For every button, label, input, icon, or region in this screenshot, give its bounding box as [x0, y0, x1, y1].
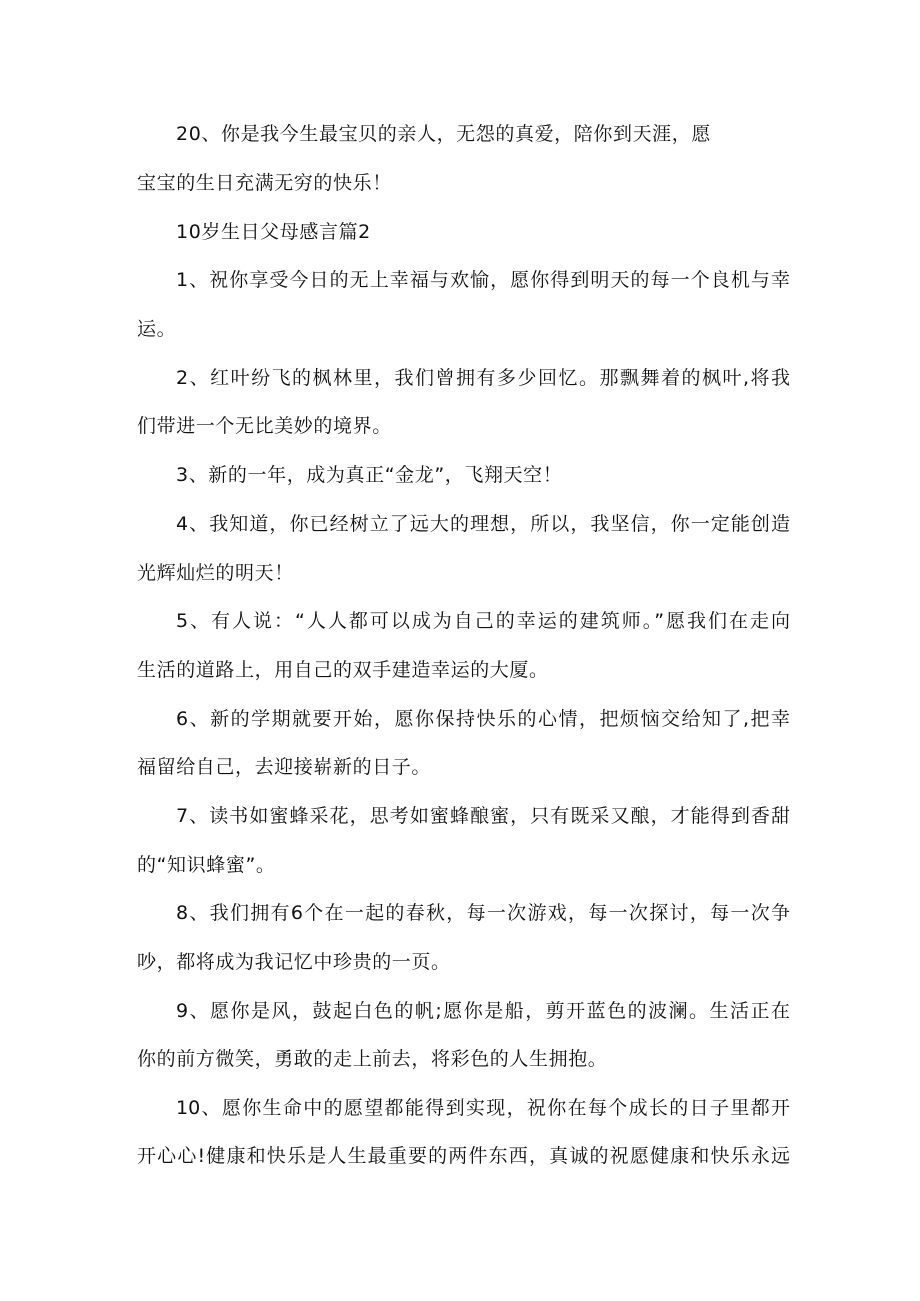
- text-line: 1、祝你享受今日的无上幸福与欢愉，愿你得到明天的每一个良机与幸: [176, 269, 790, 291]
- text-line: 你的前方微笑，勇敢的走上前去，将彩色的人生拥抱。: [137, 1048, 608, 1070]
- text-line: 20、你是我今生最宝贝的亲人，无怨的真爱，陪你到天涯，愿: [176, 123, 711, 145]
- text-line: 10、愿你生命中的愿望都能得到实现，祝你在每个成长的日子里都开: [176, 1097, 790, 1119]
- text-line: 6、新的学期就要开始，愿你保持快乐的心情，把烦恼交给知了,把幸: [176, 708, 790, 730]
- text-line: 运。: [137, 318, 177, 340]
- text-line: 们带进一个无比美妙的境界。: [137, 415, 392, 437]
- text-line: 的“知识蜂蜜”。: [137, 854, 276, 876]
- text-line: 2、红叶纷飞的枫林里，我们曾拥有多少回忆。那飘舞着的枫叶,将我: [176, 367, 790, 389]
- text-line: 光辉灿烂的明天！: [137, 562, 294, 584]
- text-line: 9、愿你是风，鼓起白色的帆;愿你是船，剪开蓝色的波澜。生活正在: [176, 1000, 790, 1022]
- text-line: 4、我知道，你已经树立了远大的理想，所以，我坚信，你一定能创造: [176, 513, 790, 535]
- text-line: 8、我们拥有6个在一起的春秋，每一次游戏，每一次探讨，每一次争: [176, 902, 790, 924]
- text-line: 宝宝的生日充满无穷的快乐！: [137, 172, 392, 194]
- section-heading: 10岁生日父母感言篇2: [176, 221, 371, 243]
- text-line: 开心心!健康和快乐是人生最重要的两件东西，真诚的祝愿健康和快乐永远: [137, 1145, 790, 1167]
- text-line: 3、新的一年，成为真正“金龙”，飞翔天空！: [176, 464, 563, 486]
- text-line: 吵，都将成为我记忆中珍贵的一页。: [137, 951, 451, 973]
- text-line: 7、读书如蜜蜂采花，思考如蜜蜂酿蜜，只有既采又酿，才能得到香甜: [176, 805, 790, 827]
- text-line: 福留给自己，去迎接崭新的日子。: [137, 756, 432, 778]
- text-line: 生活的道路上，用自己的双手建造幸运的大厦。: [137, 659, 549, 681]
- text-line: 5、有人说：“人人都可以成为自己的幸运的建筑师。”愿我们在走向: [176, 610, 790, 632]
